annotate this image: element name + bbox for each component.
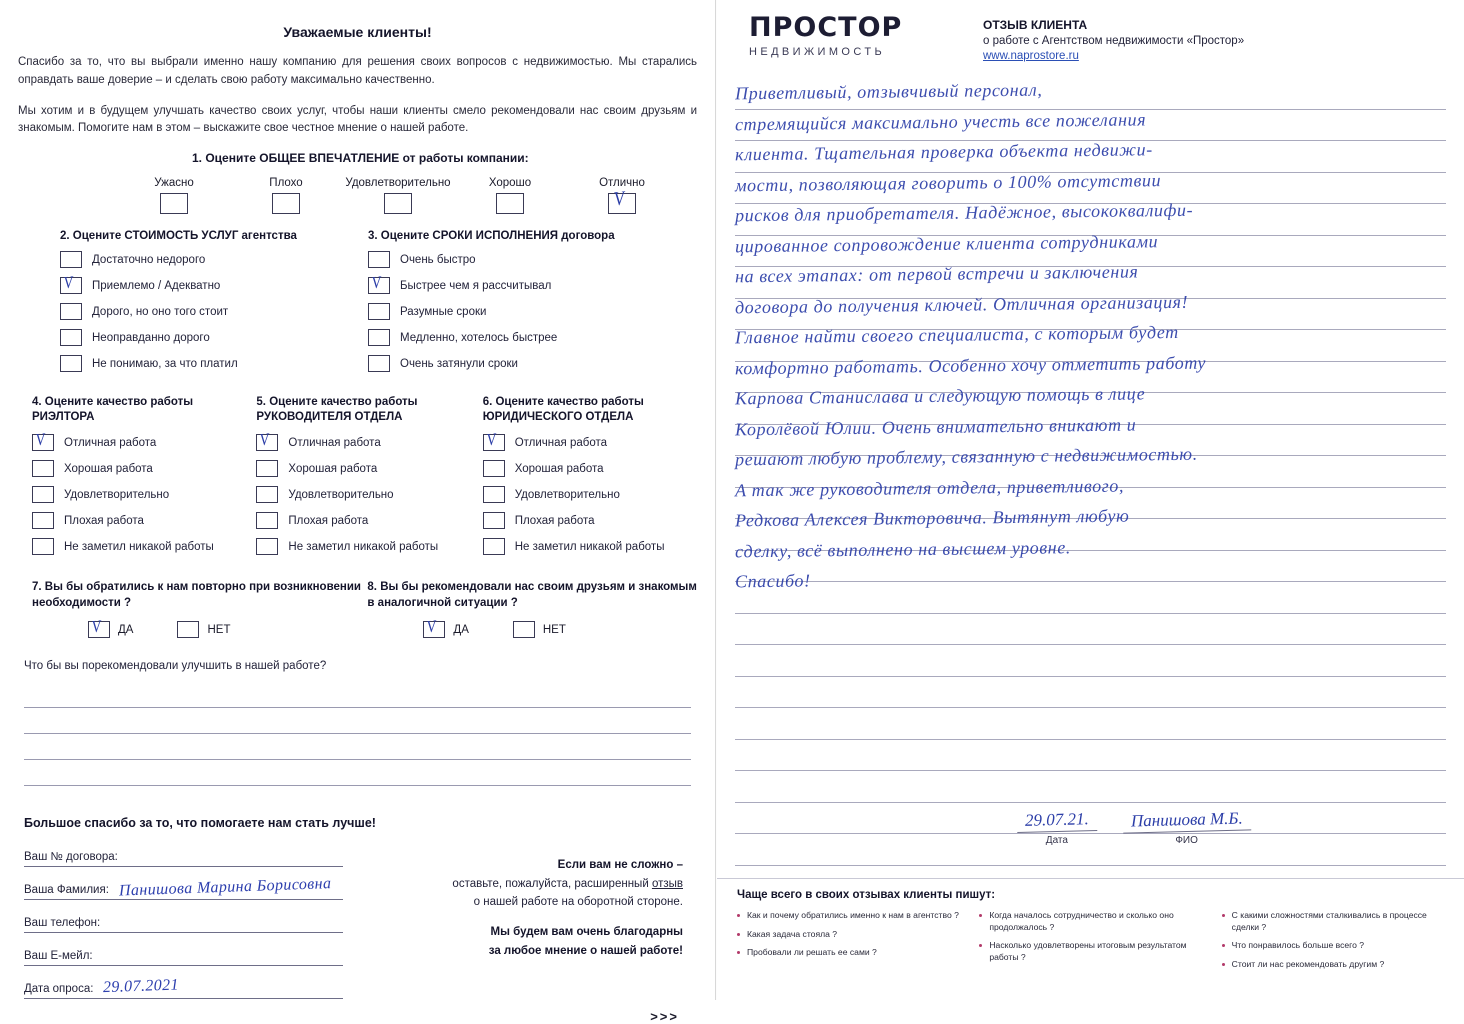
q3-option-2[interactable] [368, 303, 664, 320]
q6-checkbox-1[interactable] [483, 460, 505, 477]
field-label-surname: Ваша Фамилия: [24, 884, 109, 897]
questions-2-3 [18, 230, 697, 381]
check-mark-icon: V [90, 616, 102, 637]
q3-checkbox-2[interactable] [368, 303, 390, 320]
q7-checkbox-no[interactable] [177, 621, 199, 638]
brand-header [735, 14, 1446, 62]
q2-option-label-4: Не понимаю, за что платил [92, 357, 238, 370]
q8-checkbox-no[interactable] [513, 621, 535, 638]
q5-option-label-3: Плохая работа [288, 514, 369, 527]
q4-option-label-3: Плохая работа [64, 514, 144, 527]
review-subtitle: о работе с Агентством недвижимости «Простор» [983, 35, 1245, 47]
q3-option-3[interactable] [368, 329, 664, 346]
check-mark-icon: V [34, 429, 46, 450]
q4-option-label-1: Хорошая работа [64, 462, 153, 475]
handwritten-line-5: цированное сопровождение клиента сотрудниками [734, 230, 1159, 256]
side-note-link[interactable]: отзыв [651, 877, 683, 890]
handwritten-line-8: Главное найти своего специалиста, с которым будет [734, 321, 1179, 348]
q4-checkbox-0[interactable] [32, 429, 54, 451]
q3-option-1[interactable] [368, 272, 664, 294]
signature-row [1017, 810, 1437, 846]
handwritten-line-3: мости, позволяющая говорить о 100% отсутствии [734, 169, 1162, 195]
question-6-title: 6. Оцените качество работы ЮРИДИЧЕСКОГО ОТДЕЛА [482, 396, 644, 423]
footer-title: Чаще всего в своих отзывах клиенты пишут: [737, 889, 996, 901]
q4-option-label-4: Не заметил никакой работы [64, 540, 214, 553]
q2-checkbox-3[interactable] [60, 329, 82, 346]
q1-label-0: Ужасно [154, 177, 194, 190]
q2-option-label-2: Дорого, но оно того стоит [92, 305, 229, 318]
check-mark-icon: V [259, 429, 270, 450]
question-1-checkboxes [18, 187, 697, 214]
question-4 [18, 395, 244, 564]
q6-option-3[interactable] [483, 512, 697, 529]
question-5 [244, 395, 470, 564]
q5-option-0[interactable] [256, 429, 470, 451]
field-value-survey-date: 29.07.2021 [103, 976, 180, 997]
q2-option-1[interactable] [60, 272, 318, 294]
q1-label-1: Плохо [269, 177, 303, 190]
question-2-title: 2. Оцените СТОИМОСТЬ УСЛУГ агентства [60, 230, 297, 243]
review-lines-area[interactable] [735, 78, 1446, 866]
q6-option-1[interactable] [483, 460, 697, 477]
q4-checkbox-3[interactable] [32, 512, 54, 529]
q5-checkbox-3[interactable] [256, 512, 278, 529]
q2-option-label-1: Приемлемо / Адекватно [92, 279, 221, 292]
q4-option-1[interactable] [32, 460, 244, 477]
q5-option-label-4: Не заметил никакой работы [288, 540, 439, 553]
question-8 [367, 580, 697, 638]
question-1-title: 1. Оцените ОБЩЕЕ ВПЕЧАТЛЕНИЕ от работы компании: [192, 151, 529, 166]
contact-fields [18, 840, 343, 1005]
question-1-labels [18, 177, 697, 189]
footer-hints [717, 878, 1464, 977]
q1-checkbox-1[interactable] [272, 193, 300, 214]
q2-checkbox-1[interactable] [60, 272, 82, 294]
handwritten-line-1: стремящийся максимально учесть все пожелания [734, 108, 1147, 134]
improvement-line-4[interactable] [24, 760, 691, 786]
q4-checkbox-1[interactable] [32, 460, 54, 477]
logo [749, 14, 959, 58]
q1-label-2: Удовлетворительно [345, 177, 451, 190]
q5-option-label-0: Отличная работа [288, 436, 381, 449]
q5-checkbox-0[interactable] [256, 429, 278, 451]
question-8-title: 8. Вы бы рекомендовали нас своим друзьям и знакомым в аналогичной ситуации ? [367, 581, 697, 609]
footer-item: Что понравилось больше всего ? [1222, 940, 1448, 952]
q2-option-4[interactable] [60, 355, 318, 372]
question-6 [471, 395, 697, 564]
q6-checkbox-3[interactable] [483, 512, 505, 529]
q3-option-label-0: Очень быстро [400, 253, 476, 266]
improvement-line-2[interactable] [24, 708, 691, 734]
field-email[interactable] [24, 939, 343, 966]
q5-checkbox-2[interactable] [256, 486, 278, 503]
q8-label-no: НЕТ [542, 623, 566, 636]
side-note-bold-1: Мы будем вам очень благодарны [490, 926, 683, 939]
q6-checkbox-2[interactable] [483, 486, 505, 503]
q5-checkbox-4[interactable] [256, 538, 278, 555]
logo-wordmark: ПРОСТОР [749, 12, 903, 43]
side-note [343, 840, 697, 1005]
q1-label-4: Отлично [599, 177, 645, 190]
q2-checkbox-4[interactable] [60, 355, 82, 372]
website-link[interactable]: www.naprostore.ru [983, 50, 1079, 62]
q8-label-yes: ДА [453, 623, 469, 636]
handwritten-line-6: на всех этапах: от первой встречи и заключения [734, 261, 1139, 287]
field-value-email [93, 963, 103, 965]
field-phone[interactable] [24, 906, 343, 933]
q5-option-1[interactable] [256, 460, 470, 477]
side-note-text-2: оставьте, пожалуйста, расширенный [452, 877, 652, 890]
q4-option-label-2: Удовлетворительно [64, 488, 170, 501]
field-contract-number[interactable] [24, 840, 343, 867]
signature-date-value: 29.07.21. [1017, 809, 1097, 833]
q6-option-label-3: Плохая работа [514, 514, 595, 527]
question-3-title: 3. Оцените СРОКИ ИСПОЛНЕНИЯ договора [368, 230, 615, 243]
footer-item: Стоит ли нас рекомендовать другим ? [1222, 959, 1448, 971]
signature-date[interactable] [1017, 810, 1097, 846]
signature-date-caption: Дата [1045, 835, 1068, 846]
field-value-contract-number [118, 864, 128, 866]
right-page [717, 0, 1464, 1000]
field-label-email: Ваш Е-мейл: [24, 950, 93, 963]
q6-option-4[interactable] [483, 538, 697, 555]
handwritten-line-13: А так же руководителя отдела, приветливого, [734, 475, 1125, 500]
intro-paragraph-2: Мы хотим и в будущем улучшать качество своих услуг, чтобы наши клиенты смело рекомендовали нас своим друзьям и знакомым. Помогите нам в этом – выскажите свое честное мнение о нашей работе. [18, 104, 697, 135]
question-3 [334, 230, 664, 381]
q2-option-3[interactable] [60, 329, 318, 346]
footer-item: Когда началось сотрудничество и сколько оно продолжалось ? [979, 910, 1205, 933]
arrows-indicator: >>> [650, 1009, 679, 1024]
side-note-line-1: Если вам не сложно – [557, 859, 683, 872]
thanks-message: Большое спасибо за то, что помогаете нам стать лучше! [24, 816, 376, 831]
q3-option-label-1: Быстрее чем я рассчитывал [400, 279, 552, 292]
check-mark-icon: V [612, 187, 626, 211]
q8-checkbox-yes[interactable] [423, 616, 445, 638]
q4-checkbox-4[interactable] [32, 538, 54, 555]
q5-option-label-2: Удовлетворительно [288, 488, 394, 501]
footer-item: Как и почему обратились именно к нам в агентство ? [737, 910, 963, 922]
q6-option-label-4: Не заметил никакой работы [514, 540, 665, 553]
review-header [983, 14, 1244, 62]
handwritten-line-7: договора до получения ключей. Отличная организация! [734, 291, 1189, 317]
q4-option-0[interactable] [32, 429, 244, 451]
page-title: Уважаемые клиенты! [283, 24, 432, 40]
handwritten-line-16: Спасибо! [734, 570, 811, 592]
side-note-bold-2: за любое мнение о нашей работе! [488, 944, 683, 957]
improvement-line-3[interactable] [24, 734, 691, 760]
q3-option-label-3: Медленно, хотелось быстрее [400, 331, 558, 344]
questions-4-5-6 [18, 395, 697, 564]
footer-item: С какими сложностями сталкивались в процессе сделки ? [1222, 910, 1448, 933]
q1-label-3: Хорошо [488, 177, 532, 190]
q3-option-label-2: Разумные сроки [400, 305, 487, 318]
handwritten-line-0: Приветливый, отзывчивый персонал, [734, 79, 1043, 104]
q2-option-label-3: Неоправданно дорого [92, 331, 210, 344]
ruled-lines [735, 78, 1446, 866]
handwritten-line-14: Редкова Алексея Викторовича. Вытянут любую [734, 505, 1130, 531]
signature-fio[interactable] [1123, 810, 1251, 846]
intro-paragraph-1: Спасибо за то, что вы выбрали именно нашу компанию для решения своих вопросов с недвижимостью. Мы старались оправдать ваше доверие – и сделать свою работу максимально качественно. [18, 56, 697, 86]
footer-column-2 [979, 910, 1205, 977]
q2-option-0[interactable] [60, 251, 318, 268]
q5-option-label-1: Хорошая работа [288, 462, 378, 475]
contact-section [18, 840, 697, 1005]
improvement-question: Что бы вы порекомендовали улучшить в нашей работе? [24, 660, 327, 673]
q6-option-label-0: Отличная работа [514, 436, 608, 449]
field-value-phone [100, 930, 110, 932]
q7-label-no: НЕТ [207, 623, 231, 636]
question-4-title: 4. Оцените качество работы РИЭЛТОРА [32, 396, 194, 423]
field-survey-date[interactable] [24, 972, 343, 999]
handwritten-line-2: клиента. Тщательная проверка объекта недвижи- [734, 139, 1153, 165]
q1-checkbox-3[interactable] [496, 193, 524, 214]
footer-column-1 [737, 910, 963, 977]
q2-option-2[interactable] [60, 303, 318, 320]
left-page [0, 0, 716, 1024]
check-mark-icon: V [370, 272, 382, 293]
question-7 [18, 580, 367, 638]
footer-columns [737, 910, 1448, 977]
signature-fio-value: Панишова М.Б. [1122, 808, 1250, 833]
q5-option-3[interactable] [256, 512, 470, 529]
q5-checkbox-1[interactable] [256, 460, 278, 477]
q6-option-0[interactable] [483, 429, 697, 451]
handwritten-line-9: комфортно работать. Особенно хочу отметить работу [734, 352, 1207, 378]
q3-checkbox-4[interactable] [368, 355, 390, 372]
q4-option-4[interactable] [32, 538, 244, 555]
improvement-line-1[interactable] [24, 682, 691, 708]
q6-option-label-2: Удовлетворительно [514, 488, 620, 501]
footer-item: Насколько удовлетворены итоговым результатом работы ? [979, 940, 1205, 963]
field-surname[interactable] [24, 873, 343, 900]
question-5-title: 5. Оцените качество работы РУКОВОДИТЕЛЯ ОТДЕЛА [256, 396, 418, 423]
signature-fio-caption: ФИО [1175, 835, 1198, 846]
q3-checkbox-3[interactable] [368, 329, 390, 346]
questions-7-8 [18, 580, 697, 638]
question-2 [18, 230, 318, 381]
q6-option-2[interactable] [483, 486, 697, 503]
q7-checkbox-yes[interactable] [88, 616, 110, 638]
handwritten-line-11: Королёвой Юлии. Очень внимательно вникают и [734, 413, 1137, 439]
question-7-title: 7. Вы бы обратились к нам повторно при возникновении необходимости ? [32, 581, 361, 609]
q2-checkbox-0[interactable] [60, 251, 82, 268]
q1-checkbox-2[interactable] [384, 193, 412, 214]
check-mark-icon: V [426, 616, 437, 637]
q2-option-label-0: Достаточно недорого [92, 253, 206, 266]
footer-item: Пробовали ли решать ее сами ? [737, 947, 963, 959]
field-label-phone: Ваш телефон: [24, 917, 101, 930]
q7-label-yes: ДА [118, 623, 134, 636]
handwritten-line-10: Карпова Станислава и следующую помощь в лице [734, 383, 1146, 409]
q3-option-0[interactable] [368, 251, 664, 268]
q3-checkbox-1[interactable] [368, 272, 390, 294]
q3-checkbox-0[interactable] [368, 251, 390, 268]
handwritten-line-4: рисков для приобретателя. Надёжное, высококвалифи- [734, 199, 1194, 226]
field-label-contract-number: Ваш № договора: [24, 851, 118, 864]
side-note-line-2 [343, 875, 683, 893]
logo-subtitle: НЕДВИЖИМОСТЬ [749, 46, 886, 58]
q2-checkbox-2[interactable] [60, 303, 82, 320]
handwritten-line-15: сделку, всё выполнено на высшем уровне. [734, 536, 1072, 561]
handwritten-line-12: решают любую проблему, связанную с недвижимостью. [734, 443, 1198, 470]
q5-option-4[interactable] [256, 538, 470, 555]
review-title: ОТЗЫВ КЛИЕНТА [983, 18, 1088, 32]
field-label-survey-date: Дата опроса: [24, 983, 94, 996]
q4-checkbox-2[interactable] [32, 486, 54, 503]
footer-column-3 [1222, 910, 1448, 977]
q5-option-2[interactable] [256, 486, 470, 503]
q1-checkbox-0[interactable] [160, 193, 188, 214]
q3-option-label-4: Очень затянули сроки [400, 357, 518, 370]
field-value-surname: Панишова Марина Борисовна [118, 875, 332, 900]
check-mark-icon: V [485, 429, 497, 450]
footer-item: Какая задача стояла ? [737, 929, 963, 941]
question-7-answers [32, 616, 367, 638]
q4-option-3[interactable] [32, 512, 244, 529]
q6-option-label-1: Хорошая работа [514, 462, 604, 475]
question-8-answers [367, 616, 697, 638]
q6-checkbox-0[interactable] [483, 429, 505, 451]
q4-option-2[interactable] [32, 486, 244, 503]
side-note-line-3: о нашей работе на оборотной стороне. [473, 896, 683, 909]
q3-option-4[interactable] [368, 355, 664, 372]
check-mark-icon: V [62, 272, 74, 293]
q4-option-label-0: Отличная работа [64, 436, 157, 449]
q6-checkbox-4[interactable] [483, 538, 505, 555]
q1-checkbox-4[interactable] [608, 187, 636, 214]
